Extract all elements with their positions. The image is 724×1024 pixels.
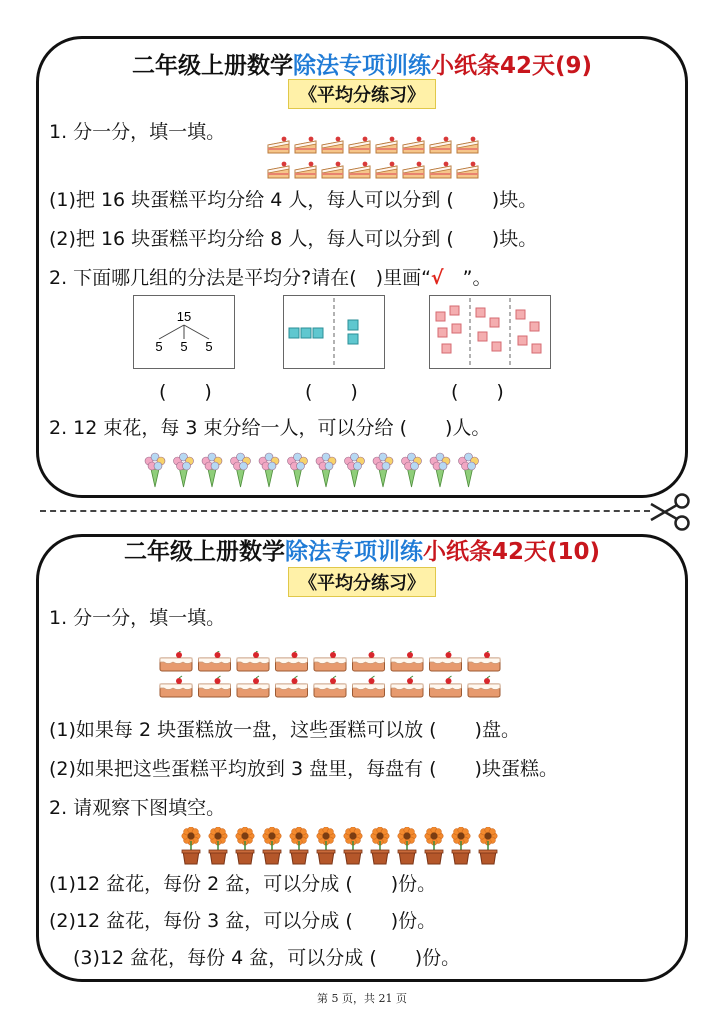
- square-groups-diagram: [430, 296, 550, 368]
- cake-roll-icon: [276, 676, 308, 697]
- question-2-heading: 2. 请观察下图填空。: [49, 797, 226, 819]
- cake-slice-icon: [295, 162, 316, 178]
- cake-slice-icon: [376, 162, 397, 178]
- split-part-1: 5: [155, 339, 163, 354]
- cake-slice-icon: [322, 137, 343, 153]
- title-topic: 除法专项训练: [292, 53, 431, 79]
- cake-slice-icon: [457, 162, 478, 178]
- question-2-part-1: (1)12 盆花，每份 2 盆，可以分成 ( )份。: [49, 873, 437, 895]
- flower-bouquet-icon: [202, 453, 222, 487]
- potted-flower-icon: [209, 827, 227, 864]
- question-1-part-2: (2)把 16 块蛋糕平均分给 8 人，每人可以分到 ( )块。: [49, 228, 538, 250]
- flower-bouquet-icon: [145, 453, 165, 487]
- division-group-3: [429, 295, 551, 369]
- answer-paren-2[interactable]: ( ): [305, 381, 358, 403]
- cake-rolls-group: [159, 651, 509, 701]
- cake-roll-icon: [314, 676, 346, 697]
- flower-bouquet-icon: [288, 453, 308, 487]
- division-group-1: [133, 295, 235, 369]
- cake-slice-icon: [349, 162, 370, 178]
- sheet-title: [39, 47, 685, 80]
- potted-flower-icon: [290, 827, 308, 864]
- sheet-subtitle: 《平均分练习》: [288, 79, 436, 109]
- question-2-heading: [49, 265, 491, 291]
- potted-flower-icon: [371, 827, 389, 864]
- cake-roll-icon: [160, 651, 192, 671]
- cake-roll-icon: [468, 676, 500, 697]
- flower-bouquet-icon: [316, 453, 336, 487]
- cake-roll-icon: [430, 676, 462, 697]
- potted-flower-icon: [344, 827, 362, 864]
- flower-bouquet-icon: [231, 453, 251, 487]
- question-1-heading: 1. 分一分，填一填。: [49, 607, 226, 629]
- potted-flower-icon: [263, 827, 281, 864]
- cake-slice-icon: [430, 162, 451, 178]
- cake-slice-icon: [349, 137, 370, 153]
- question-2-part-2: (2)12 盆花，每份 3 盆，可以分成 ( )份。: [49, 910, 437, 932]
- title-day: 小纸条42天(10): [422, 539, 601, 565]
- cake-roll-icon: [160, 676, 192, 697]
- sheet-title: [39, 533, 685, 566]
- potted-flower-icon: [452, 827, 470, 864]
- question-1-part-1: (1)如果每 2 块蛋糕放一盘，这些蛋糕可以放 ( )盘。: [49, 719, 520, 741]
- flower-bouquets-group: [143, 451, 483, 491]
- cake-roll-icon: [468, 651, 500, 671]
- cake-slice-icon: [268, 162, 289, 178]
- cake-slice-icon: [403, 162, 424, 178]
- split-part-2: 5: [180, 339, 188, 354]
- cube-groups-diagram: [284, 296, 384, 368]
- question-2-text-end: ”。: [443, 267, 492, 289]
- question-1-part-2: (2)如果把这些蛋糕平均放到 3 盘里，每盘有 ( )块蛋糕。: [49, 758, 558, 780]
- question-2-part-3: (3)12 盆花，每份 4 盆，可以分成 ( )份。: [73, 947, 461, 969]
- potted-flower-icon: [317, 827, 335, 864]
- cake-roll-icon: [391, 651, 423, 671]
- flower-bouquet-icon: [345, 453, 365, 487]
- worksheet-card-9: [36, 36, 688, 498]
- flower-bouquet-icon: [402, 453, 422, 487]
- cut-line: [40, 510, 650, 512]
- potted-flower-icon: [236, 827, 254, 864]
- cake-slice-icon: [403, 137, 424, 153]
- title-grade: 二年级上册数学: [123, 539, 285, 565]
- worksheet-card-10: [36, 534, 688, 982]
- cake-slice-icon: [430, 137, 451, 153]
- cake-slice-icon: [322, 162, 343, 178]
- cake-roll-icon: [237, 676, 269, 697]
- cake-slices-group: [267, 135, 487, 183]
- scissors-icon: [648, 492, 692, 532]
- flower-bouquet-icon: [430, 453, 450, 487]
- cake-roll-icon: [199, 676, 231, 697]
- cake-slice-icon: [268, 137, 289, 153]
- cake-roll-icon: [276, 651, 308, 671]
- flower-bouquet-icon: [373, 453, 393, 487]
- division-group-2: [283, 295, 385, 369]
- flower-bouquet-icon: [259, 453, 279, 487]
- cake-roll-icon: [430, 651, 462, 671]
- square-icon: [436, 306, 541, 353]
- title-day: 小纸条42天(9): [430, 53, 593, 79]
- flower-bouquet-icon: [174, 453, 194, 487]
- number-split-diagram: [134, 296, 234, 368]
- cake-slice-icon: [457, 137, 478, 153]
- question-2-text: 2. 下面哪几组的分法是平均分?请在( )里画“: [49, 267, 431, 289]
- question-3: 2. 12 束花，每 3 束分给一人，可以分给 ( )人。: [49, 417, 491, 439]
- potted-flower-icon: [479, 827, 497, 864]
- potted-flower-icon: [398, 827, 416, 864]
- split-total: 15: [176, 309, 192, 324]
- potted-flower-icon: [425, 827, 443, 864]
- sheet-subtitle: 《平均分练习》: [288, 567, 436, 597]
- page-footer: 第 5 页，共 21 页: [317, 992, 407, 1005]
- question-1-part-1: (1)把 16 块蛋糕平均分给 4 人，每人可以分到 ( )块。: [49, 189, 538, 211]
- cake-roll-icon: [314, 651, 346, 671]
- cake-roll-icon: [199, 651, 231, 671]
- cake-roll-icon: [391, 676, 423, 697]
- cake-roll-icon: [353, 651, 385, 671]
- potted-flowers-group: [179, 827, 509, 865]
- cake-slice-icon: [376, 137, 397, 153]
- answer-paren-1[interactable]: ( ): [159, 381, 212, 403]
- cake-slice-icon: [295, 137, 316, 153]
- answer-paren-3[interactable]: ( ): [451, 381, 504, 403]
- check-mark-icon: √: [430, 267, 444, 289]
- cube-icon: [289, 320, 358, 344]
- title-grade: 二年级上册数学: [131, 53, 293, 79]
- question-1-heading: 1. 分一分，填一填。: [49, 121, 226, 143]
- flower-bouquet-icon: [459, 453, 479, 487]
- potted-flower-icon: [182, 827, 200, 864]
- cake-roll-icon: [237, 651, 269, 671]
- split-part-3: 5: [205, 339, 213, 354]
- title-topic: 除法专项训练: [284, 539, 423, 565]
- cake-roll-icon: [353, 676, 385, 697]
